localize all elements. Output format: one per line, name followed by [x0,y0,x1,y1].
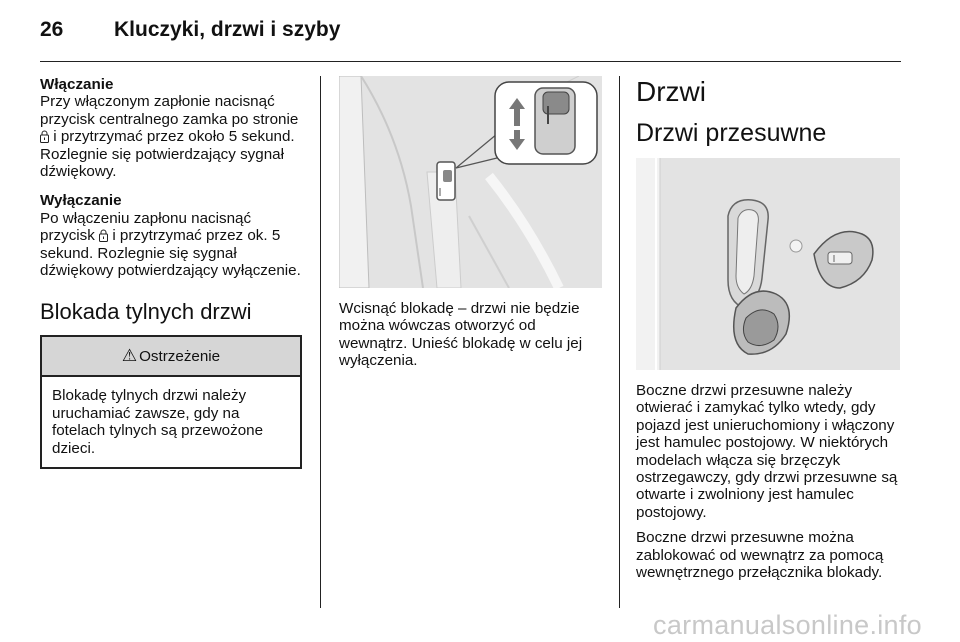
warning-triangle-icon: ⚠ [121,346,138,366]
column-3 [636,76,902,581]
subsection-heading: Drzwi przesuwne [636,119,827,147]
on-paragraph [40,93,302,180]
column-divider-2 [619,76,620,608]
on-heading: Włączanie [40,76,114,93]
warning-header [42,337,300,377]
warning-text: Blokadę tylnych drzwi należy uruchamiać zawsze, gdy na fotelach tylnych są przewożone dzieci. [52,387,264,457]
section-title: Blokada tylnych drzwi [40,299,252,325]
child-lock-illustration [339,76,602,288]
warning-box [40,335,302,469]
on-text-a: Przy włączonym zapłonie nacisnąć przycisk centralnego zamka po stronie [40,93,299,128]
sliding-door-paragraph-1: Boczne drzwi przesuwne należy otwierać i zamykać tylko wtedy, gdy pojazd jest unieruchomiony i włączony jest hamulec postojowy. W niektórych modelach włącza się brzęczyk ostrzegawczy, gdy drzwi przesuwne są otwarte i zwolniony jest hamulec postojowy. [636,382,898,521]
child-lock-caption: Wcisnąć blokadę – drzwi nie będzie można wówczas otworzyć od wewnątrz. Unieść blokadę w celu jej wyłączenia. [339,300,583,370]
off-heading: Wyłączanie [40,192,122,210]
column-2 [339,76,602,370]
lock-icon [40,130,49,143]
sliding-door-paragraph-2: Boczne drzwi przesuwne można zablokować od wewnątrz za pomocą wewnętrznego przełącznika blokady. [636,529,884,582]
sliding-door-illustration [636,158,900,370]
column-1 [40,76,302,469]
off-text-b: i przytrzymać przez ok. 5 sekund. Rozlegnie się sygnał dźwiękowy potwierdzający wyłączenie. [40,227,301,280]
chapter-title: Kluczyki, drzwi i szyby [114,18,341,41]
page-header [40,14,900,50]
watermark: carmanualsonline.info [653,610,922,640]
page-number: 26 [40,18,64,41]
lock-icon [99,229,108,242]
off-paragraph [40,210,302,280]
column-divider-1 [320,76,321,608]
section-heading: Drzwi [636,76,706,107]
off-text-a: Po włączeniu zapłonu nacisnąć przycisk [40,209,252,245]
warning-title: Ostrzeżenie [139,347,221,365]
on-text-b: i przytrzymać przez około 5 sekund. Rozlegnie się potwierdzający sygnał dźwiękowy. [40,128,295,181]
header-divider [40,61,901,62]
